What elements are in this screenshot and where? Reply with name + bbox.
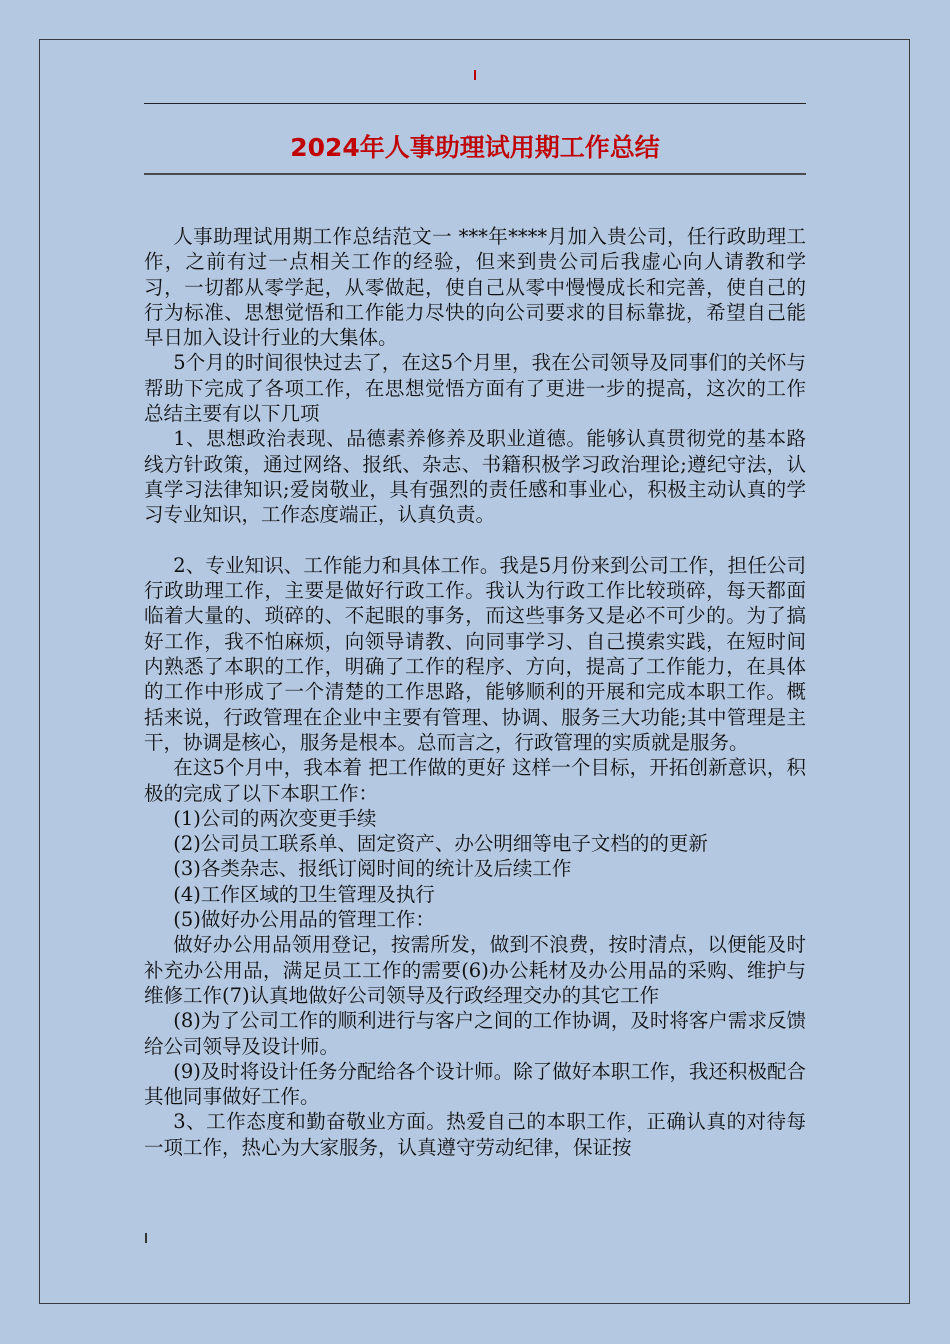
list-item-4: (4)工作区域的卫生管理及执行	[173, 882, 435, 906]
paragraph-office-supplies: 做好办公用品领用登记，按需所发，做到不浪费，按时清点，以便能及时补充办公用品，满足员工工作的需要(6)办公耗材及办公用品的采购、维护与维修工作(7)认真地做好公司领导及行政经理交办的其它工作	[144, 933, 806, 1007]
title-rule	[144, 173, 806, 175]
document-body	[144, 224, 806, 1160]
header-mark	[474, 70, 476, 80]
list-item-2: (2)公司员工联系单、固定资产、办公明细等电子文档的的更新	[173, 832, 708, 856]
footer-mark	[145, 1233, 147, 1243]
header-rule	[144, 103, 806, 104]
paragraph-item-2: 2、专业知识、工作能力和具体工作。我是5月份来到公司工作，担任公司行政助理工作，主要是做好行政工作。我认为行政工作比较琐碎，每天都面临着大量的、琐碎的、不起眼的事务，而这些事务又是必不可少的。为了搞好工作，我不怕麻烦，向领导请教、向同事学习、自己摸索实践，在短时间内熟悉了本职的工作，明确了工作的程序、方向，提高了工作能力，在具体的工作中形成了一个清楚的工作思路，能够顺利的开展和完成本职工作。概括来说，行政管理在企业中主要有管理、协调、服务三大功能;其中管理是主干，协调是核心，服务是根本。总而言之，行政管理的实质就是服务。	[144, 553, 806, 754]
paragraph-intro: 人事助理试用期工作总结范文一 ***年****月加入贵公司，任行政助理工作，之前有过一点相关工作的经验，但来到贵公司后我虚心向人请教和学习，一切都从零学起，从零做起，使自己从零中慢慢成长和完善，使自己的行为标准、思想觉悟和工作能力尽快的向公司要求的目标靠拢，希望自己能早日加入设计行业的大集体。	[144, 225, 806, 350]
list-item-5: (5)做好办公用品的管理工作：	[173, 908, 435, 932]
paragraph-five-months: 5个月的时间很快过去了，在这5个月里，我在公司领导及同事们的关怀与帮助下完成了各项工作，在思想觉悟方面有了更进一步的提高，这次的工作总结主要有以下几项	[144, 351, 806, 426]
paragraph-duties-intro: 在这5个月中，我本着 把工作做的更好 这样一个目标，开拓创新意识，积极的完成了以下本职工作：	[144, 756, 806, 805]
document-title: 2024年人事助理试用期工作总结	[290, 133, 660, 162]
paragraph-item-1: 1、思想政治表现、品德素养修养及职业道德。能够认真贯彻党的基本路线方针政策，通过网络、报纸、杂志、书籍积极学习政治理论;遵纪守法，认真学习法律知识;爱岗敬业，具有强烈的责任感和事业心，积极主动认真的学习专业知识，工作态度端正，认真负责。	[144, 427, 806, 527]
list-item-8: (8)为了公司工作的顺利进行与客户之间的工作协调，及时将客户需求反馈给公司领导及设计师。	[144, 1009, 806, 1058]
list-item-9: (9)及时将设计任务分配给各个设计师。除了做好本职工作，我还积极配合其他同事做好工作。	[144, 1059, 806, 1109]
list-item-3: (3)各类杂志、报纸订阅时间的统计及后续工作	[173, 857, 572, 881]
list-item-1: (1)公司的两次变更手续	[173, 806, 377, 830]
paragraph-item-3: 3、工作态度和勤奋敬业方面。热爱自己的本职工作，正确认真的对待每一项工作，热心为大家服务，认真遵守劳动纪律，保证按	[144, 1110, 806, 1159]
blank-line	[144, 528, 806, 553]
